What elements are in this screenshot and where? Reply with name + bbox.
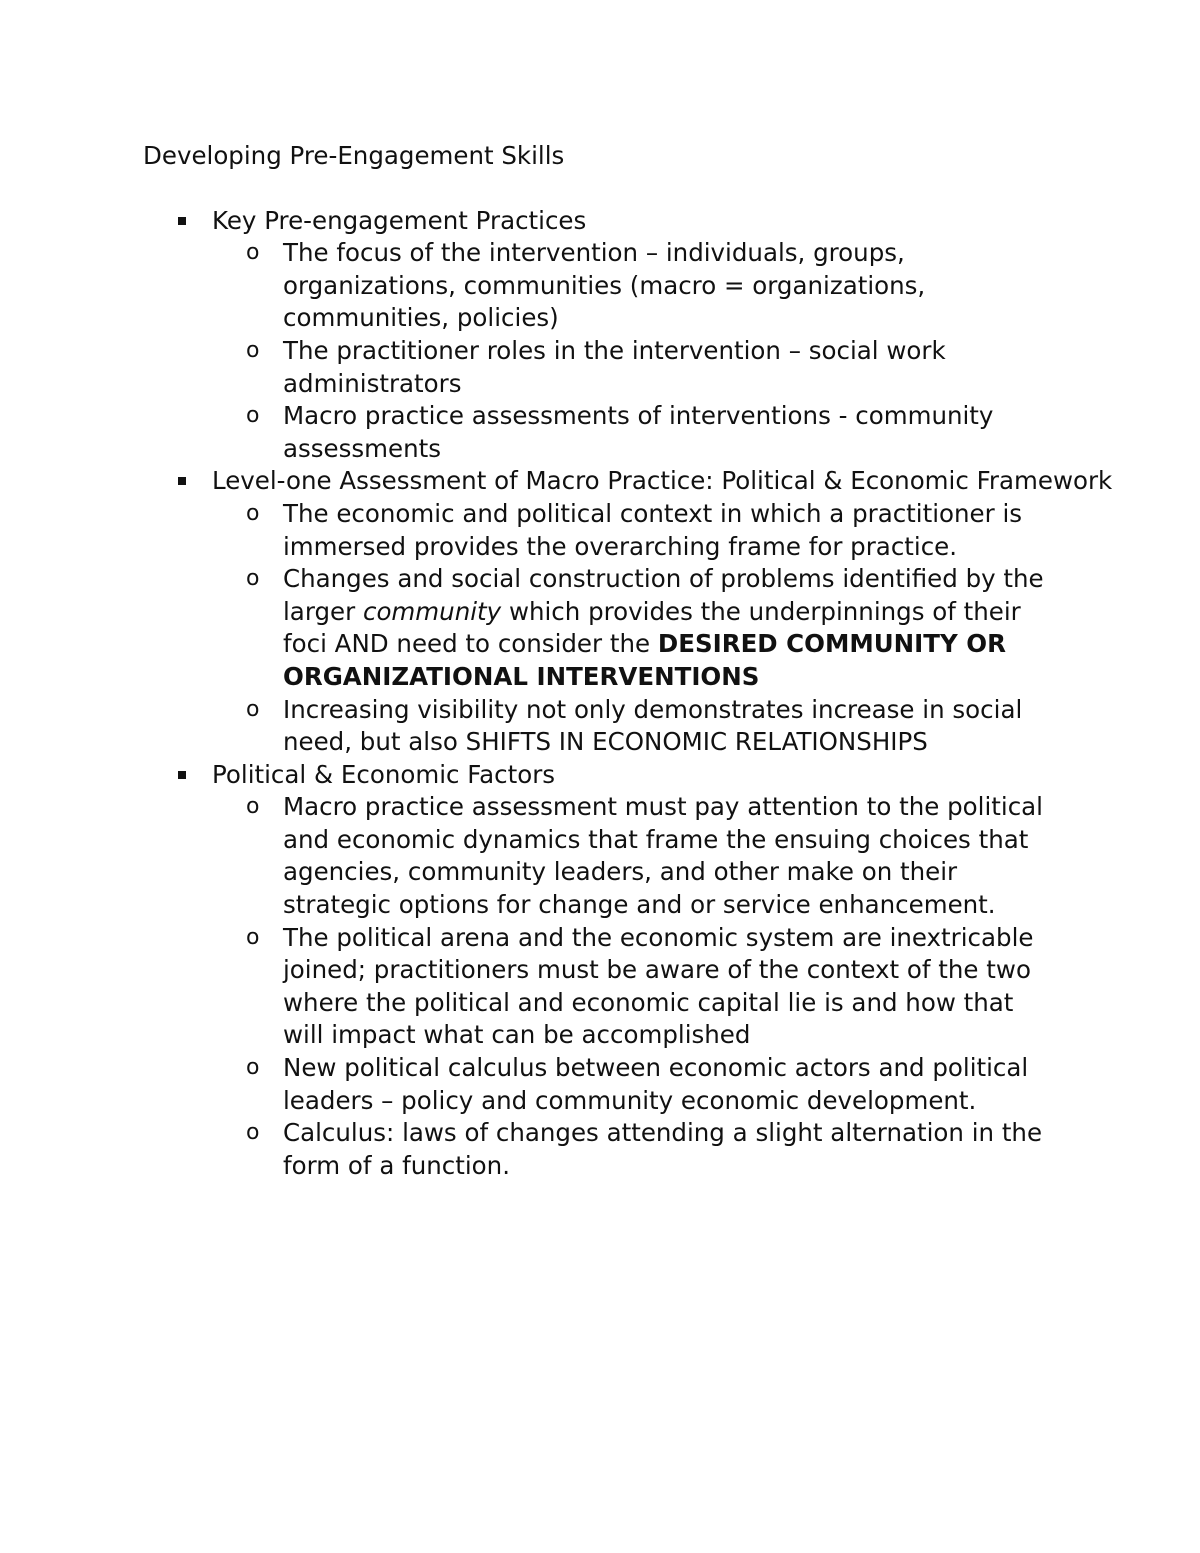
list-item [212, 237, 1053, 335]
circle-bullet-icon: o [246, 696, 260, 722]
section-heading: Key Pre-engagement Practices [212, 205, 587, 235]
list-item [212, 498, 1053, 563]
list-item [212, 563, 1053, 693]
sub-bullet-list [212, 237, 1143, 465]
list-item-text: Calculus: laws of changes attending a slight alternation in the form of a function. [283, 1118, 1043, 1180]
list-item [212, 922, 1053, 1052]
list-item-text: The practitioner roles in the intervention – social work administrators [283, 335, 946, 398]
section-heading: Political & Economic Factors [212, 759, 556, 789]
section-level-one-assessment [143, 465, 1143, 758]
circle-bullet-icon: o [246, 403, 260, 429]
list-item-text: Macro practice assessment must pay attention to the political and economic dynamics that frame the ensuing choices that agencies, community leaders, and other make on their strategic options for change and or service enhancement. [283, 792, 1043, 920]
list-item [212, 400, 1053, 465]
list-item [212, 335, 1053, 400]
section-political-economic-factors [143, 759, 1143, 1183]
circle-bullet-icon: o [246, 240, 260, 266]
list-item [212, 694, 1053, 759]
list-item-text: Macro practice assessments of interventions - community assessments [283, 401, 994, 463]
section-heading: Level-one Assessment of Macro Practice: Political & Economic Framework [212, 466, 1113, 496]
document-page [143, 140, 1143, 1182]
sub-bullet-list [212, 791, 1143, 1182]
list-item-text: The economic and political context in which a practitioner is immersed provides the overarching frame for practice. [283, 498, 1023, 561]
list-item [212, 1052, 1053, 1117]
square-bullet-icon [178, 477, 186, 485]
circle-bullet-icon: o [246, 337, 260, 363]
list-item-text-bold: DESIRED COMMUNITY OR ORGANIZATIONAL INTERVENTIONS [283, 629, 1006, 691]
circle-bullet-icon: o [246, 566, 260, 592]
circle-bullet-icon: o [246, 1055, 260, 1081]
circle-bullet-icon: o [246, 924, 260, 950]
list-item-text: Increasing visibility not only demonstrates increase in social need, but also SHIFTS IN ECONOMIC RELATIONSHIPS [283, 694, 1023, 757]
circle-bullet-icon: o [246, 500, 260, 526]
list-item [212, 1117, 1053, 1182]
list-item-text-italic: community [362, 596, 502, 626]
square-bullet-icon [178, 217, 186, 225]
list-item-text-after: which provides the underpinnings of their foci AND need to consider the [283, 596, 1021, 659]
document-title: Developing Pre-Engagement Skills [143, 141, 565, 170]
section-key-pre-engagement [143, 205, 1143, 466]
square-bullet-icon [178, 771, 186, 779]
circle-bullet-icon: o [246, 1120, 260, 1146]
list-item-text: The focus of the intervention – individuals, groups, organizations, communities (macro = organizations, communities, policies) [283, 238, 926, 333]
circle-bullet-icon: o [246, 794, 260, 820]
sub-bullet-list [212, 498, 1143, 759]
main-bullet-list [143, 205, 1143, 1183]
list-item [212, 791, 1053, 921]
list-item-text: The political arena and the economic system are inextricable joined; practitioners must be aware of the context of the two where the political and economic capital lie is and how that will impact what can be accomplished [283, 922, 1034, 1050]
list-item-text: New political calculus between economic actors and political leaders – policy and community economic development. [283, 1053, 1029, 1115]
list-item-text-before: Changes and social construction of problems identified by the larger [283, 564, 1044, 626]
